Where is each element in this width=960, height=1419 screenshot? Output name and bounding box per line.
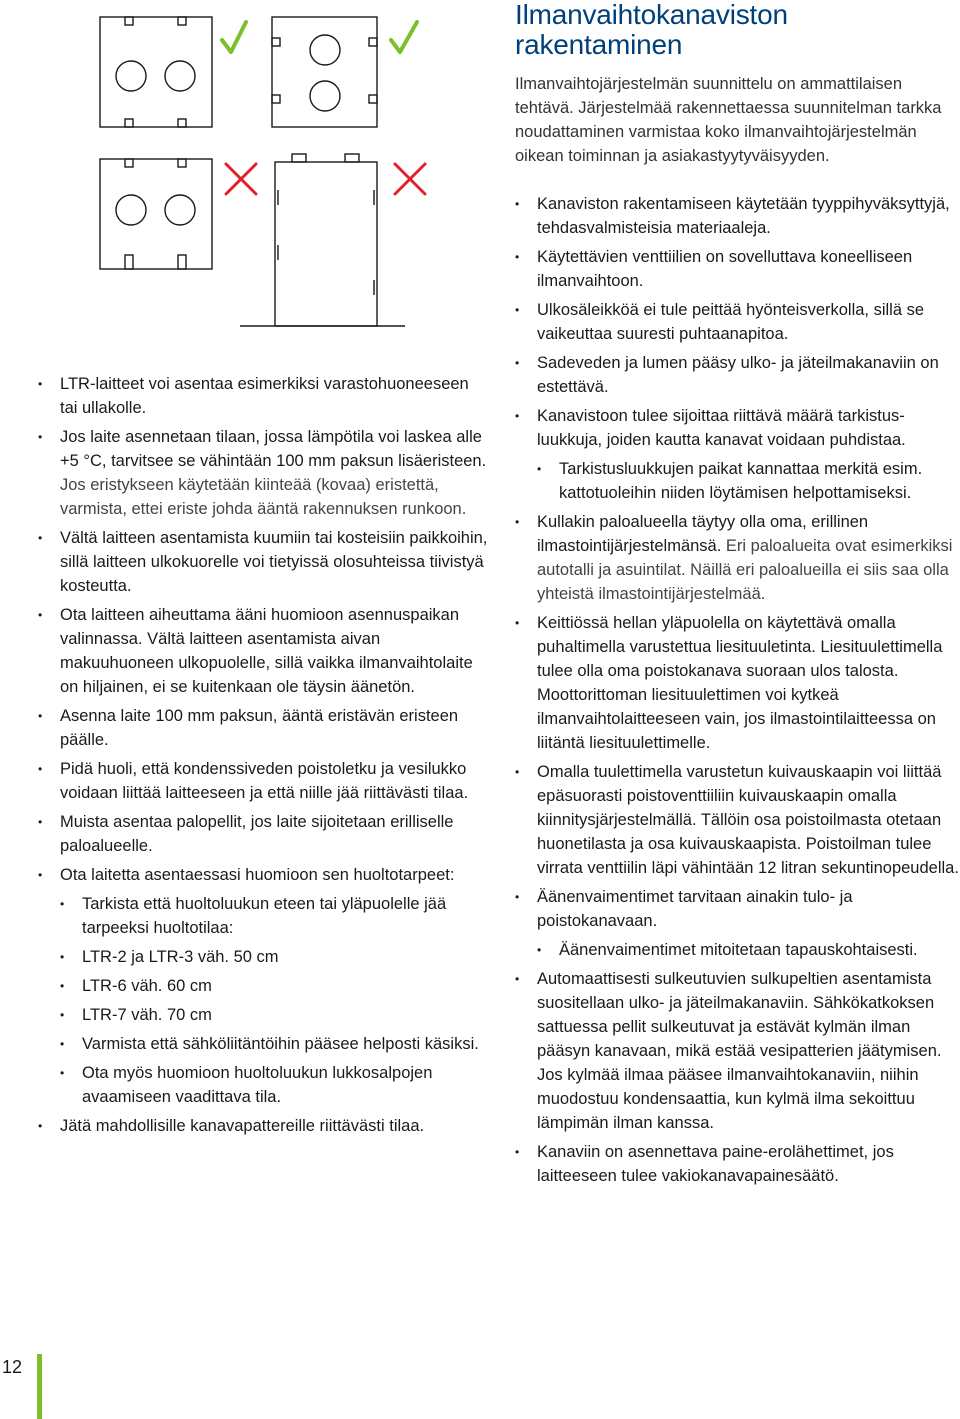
list-item: • Jätä mahdollisille kanavapattereille riittävästi tilaa. xyxy=(38,1114,488,1138)
list-item xyxy=(38,425,488,521)
list-item: • LTR-7 väh. 70 cm xyxy=(60,1003,488,1027)
list-item: • Käytettävien venttiilien on sovelluttava koneelliseen ilmanvaihtoon. xyxy=(515,245,960,293)
list-item: • Sadeveden ja lumen pääsy ulko- ja jäteilmakanaviin on estettävä. xyxy=(515,351,960,399)
list-item-text: Äänenvaimentimet tarvitaan ainakin tulo- ja poistokanavaan. xyxy=(537,888,853,930)
list-item-text: Asenna laite 100 mm paksun, ääntä eristävän eristeen päälle. xyxy=(60,707,459,749)
duct-construction-section xyxy=(515,0,960,1193)
list-item xyxy=(38,863,488,1109)
check-icon xyxy=(222,22,246,52)
list-item-text: Kullakin paloalueella täytyy olla oma, erillinen ilmastointijärjestelmänsä. xyxy=(537,513,869,555)
sub-list xyxy=(537,457,960,505)
unit-lying-not-ok xyxy=(240,154,405,326)
installation-guidelines xyxy=(38,372,488,1143)
installation-orientation-figure xyxy=(0,0,470,340)
list-item xyxy=(515,510,960,606)
list-item: • Tarkista että huoltoluukun eteen tai yläpuolelle jää tarpeeksi huoltotilaa: xyxy=(60,892,488,940)
list-item xyxy=(38,372,488,420)
list-item: • Keittiössä hellan yläpuolella on käytettävä omalla puhaltimella varustettua liesituuletinta. Liesituulettimella tulee olla oma poistokanava suoraan ulos talosta. Moottorittoman liesituulettimen voi kytkeä ilmanvaihtolaitteeseen vain, jos ilmastointilaitteessa on liitäntä liesituulettimelle. xyxy=(515,611,960,755)
list-item: • Ulkosäleikköä ei tule peittää hyönteisverkolla, sillä se vaikeuttaa suuresti puhtaanapitoa. xyxy=(515,298,960,346)
list-item xyxy=(38,603,488,699)
list-item xyxy=(38,757,488,805)
list-item: • Tarkistusluukkujen paikat kannattaa merkitä esim. kattotuoleihin niiden löytämisen helpottamiseksi. xyxy=(537,457,960,505)
list-item-text: Pidä huoli, että kondenssiveden poistoletku ja vesilukko voidaan liittää laitteeseen ja että niille jää riittävästi tilaa. xyxy=(60,760,469,802)
list-item-text: Vältä laitteen asentamista kuumiin tai kosteisiin paikkoihin, sillä laitteen ulkokuorelle voi tietyissä olosuhteissa tiivistyä kosteutta. xyxy=(60,529,488,595)
service-requirements-list xyxy=(60,892,488,1109)
list-item: • Ota myös huomioon huoltoluukun lukkosalpojen avaamiseen vaadittava tila. xyxy=(60,1061,488,1109)
cross-icon xyxy=(395,164,425,194)
list-item xyxy=(515,404,960,505)
sub-list xyxy=(537,938,960,962)
page-accent-bar xyxy=(37,1354,42,1419)
page-number: 12 xyxy=(2,1357,23,1377)
list-item: • Kanaviston rakentamiseen käytetään tyyppihyväksyttyjä, tehdasvalmisteisia materiaaleja. xyxy=(515,192,960,240)
list-item: • Omalla tuulettimella varustetun kuivauskaapin voi liittää epäsuorasti poistoventtiiliin kuivauskaapin omalla kiinnitysjärjestelmällä. Tällöin osa poistoilmasta otetaan huonetilasta ja osa kuivauskaapista. Poistoilman tulee virrata venttiilin läpi vähintään 12 litran sekuntinopeudella. xyxy=(515,760,960,880)
list-item-text: Jos laite asennetaan tilaan, jossa lämpötila voi laskea alle +5 °C, tarvitsee se vähintään 100 mm paksun lisäeristeen. xyxy=(60,428,487,470)
unit-vertical-ok xyxy=(272,17,377,127)
list-item xyxy=(38,704,488,752)
list-item-text: Ota laitteen aiheuttama ääni huomioon asennuspaikan valinnassa. xyxy=(60,606,460,648)
list-item-text: Muista asentaa palopellit, jos laite sijoitetaan erilliselle paloalueelle. xyxy=(60,813,454,855)
list-item-text: Vältä laitteen asentamista aivan makuuhuoneen ulkopuolelle, sillä vaikka ilmanvaihtolaite on hiljainen, ei se kuitenkaan ole täysin äänetön. xyxy=(60,630,473,696)
section-title: Ilmanvaihtokanaviston rakentaminen xyxy=(515,0,788,60)
list-item: • Kanaviin on asennettava paine-erolähettimet, jos laitteeseen tulee vakiokanavapainesäätö. xyxy=(515,1140,960,1188)
list-item-text: Ota laitetta asentaessasi huomioon sen huoltotarpeet: xyxy=(60,866,455,884)
section-intro: Ilmanvaihtojärjestelmän suunnittelu on ammattilaisen tehtävä. Järjestelmää rakennettaessa suunnitelman tarkka noudattaminen varmistaa koko ilmanvaihtojärjestelmän oikean toiminnan ja asiakastyytyväisyyden. xyxy=(515,75,942,165)
cross-icon xyxy=(226,164,256,194)
installation-list xyxy=(38,372,488,1138)
list-item xyxy=(38,526,488,598)
unit-upside-not-ok xyxy=(100,159,212,269)
unit-horizontal-ok xyxy=(100,17,212,127)
list-item xyxy=(515,885,960,962)
duct-guidelines-list xyxy=(515,192,960,1188)
list-item xyxy=(38,810,488,858)
list-item: • LTR-6 väh. 60 cm xyxy=(60,974,488,998)
list-item: • Varmista että sähköliitäntöihin pääsee helposti käsiksi. xyxy=(60,1032,488,1056)
check-icon xyxy=(391,22,417,52)
list-item: • Äänenvaimentimet mitoitetaan tapauskohtaisesti. xyxy=(537,938,960,962)
list-item: • LTR-2 ja LTR-3 väh. 50 cm xyxy=(60,945,488,969)
list-item-text: LTR-laitteet voi asentaa esimerkiksi varastohuoneeseen tai ullakolle. xyxy=(60,375,469,417)
list-item-text: Eri paloalueita ovat esimerkiksi autotalli ja asuintilat. Näillä eri paloalueilla ei siis saa olla yhteistä ilmastointijärjestelmää. xyxy=(537,537,953,603)
list-item-text: Kanavistoon tulee sijoittaa riittävä määrä tarkistusluukkuja, joiden kautta kanavat voidaan puhdistaa. xyxy=(537,407,906,449)
list-item-text: Jos eristykseen käytetään kiinteää (kovaa) eristettä, varmista, ettei eriste johda ääntä rakennuksen runkoon. xyxy=(60,476,467,518)
list-item: • Automaattisesti sulkeutuvien sulkupeltien asentamista suositellaan ulko- ja jäteilmakanaviin. Sähkökatkoksen sattuessa pellit sulkeutuvat ja estävät kylmän ilman pääsyn kanavaan, mikä estää vesipatterien jäätymisen. Jos kylmää ilmaa pääsee ilmanvaihtokanaviin, niihin muodostuu kondensaattia, kun kylmä ilma sekoittuu lämpimän ilman kanssa. xyxy=(515,967,960,1135)
